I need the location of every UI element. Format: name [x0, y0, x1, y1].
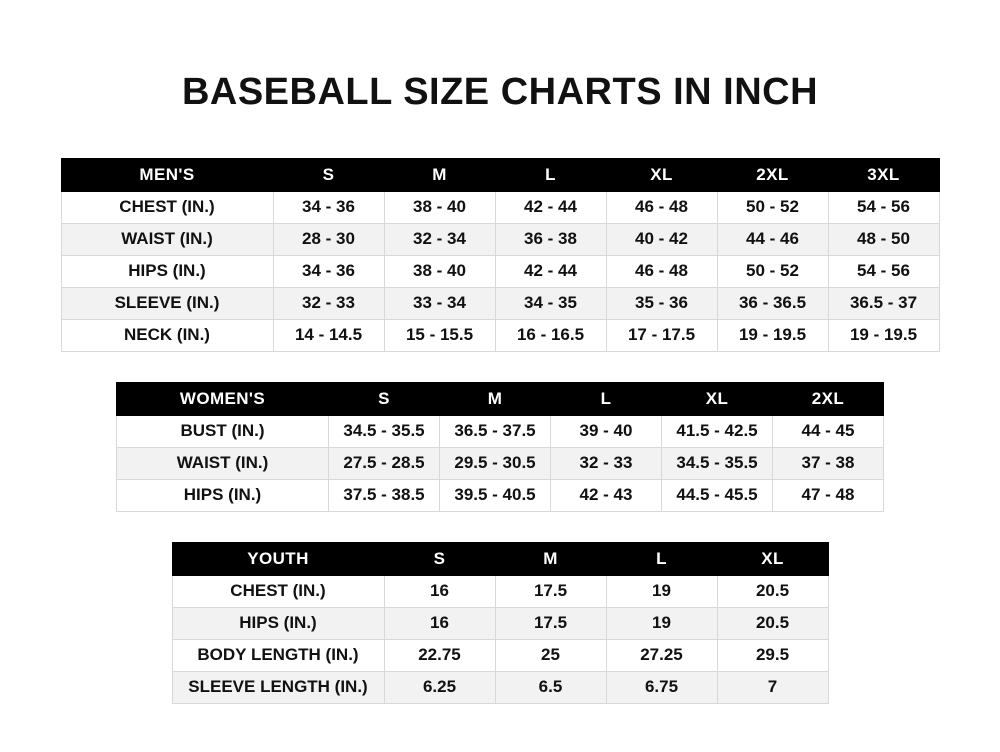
cell-value: 37.5 - 38.5 — [329, 479, 440, 511]
cell-value: 42 - 44 — [495, 255, 606, 287]
cell-value: 6.5 — [495, 671, 606, 703]
column-header-xl: XL — [717, 542, 828, 575]
column-header-s: S — [384, 542, 495, 575]
column-header-2xl: 2XL — [773, 382, 884, 415]
cell-value: 28 - 30 — [273, 223, 384, 255]
cell-value: 6.25 — [384, 671, 495, 703]
row-label: CHEST (IN.) — [172, 575, 384, 607]
cell-value: 42 - 43 — [551, 479, 662, 511]
row-label: BUST (IN.) — [117, 415, 329, 447]
cell-value: 17.5 — [495, 575, 606, 607]
page-title: BASEBALL SIZE CHARTS IN INCH — [181, 71, 819, 113]
cell-value: 17 - 17.5 — [606, 319, 717, 351]
cell-value: 34 - 36 — [273, 191, 384, 223]
cell-value: 34.5 - 35.5 — [329, 415, 440, 447]
cell-value: 35 - 36 — [606, 287, 717, 319]
cell-value: 36 - 38 — [495, 223, 606, 255]
cell-value: 7 — [717, 671, 828, 703]
womens-size-table — [116, 382, 884, 512]
cell-value: 42 - 44 — [495, 191, 606, 223]
table-row — [61, 255, 939, 287]
table-row — [172, 575, 828, 607]
column-header-3xl: 3XL — [828, 158, 939, 191]
column-header-m: M — [384, 158, 495, 191]
cell-value: 19 - 19.5 — [717, 319, 828, 351]
row-label: BODY LENGTH (IN.) — [172, 639, 384, 671]
cell-value: 44.5 - 45.5 — [662, 479, 773, 511]
cell-value: 19 — [606, 607, 717, 639]
table-row — [172, 607, 828, 639]
table-row — [61, 191, 939, 223]
row-label: WAIST (IN.) — [117, 447, 329, 479]
mens-size-table — [61, 158, 940, 352]
table-header-row — [117, 382, 884, 415]
table-row — [61, 287, 939, 319]
column-header-l: L — [495, 158, 606, 191]
table-row — [117, 479, 884, 511]
cell-value: 32 - 33 — [273, 287, 384, 319]
size-tables-container — [0, 114, 1000, 704]
column-header-m: M — [440, 382, 551, 415]
row-label: HIPS (IN.) — [117, 479, 329, 511]
cell-value: 34 - 36 — [273, 255, 384, 287]
cell-value: 34 - 35 — [495, 287, 606, 319]
row-label: CHEST (IN.) — [61, 191, 273, 223]
column-header-s: S — [273, 158, 384, 191]
cell-value: 17.5 — [495, 607, 606, 639]
cell-value: 15 - 15.5 — [384, 319, 495, 351]
table-spacer — [0, 352, 1000, 382]
column-header-l: L — [606, 542, 717, 575]
table-spacer — [0, 512, 1000, 542]
row-label: SLEEVE (IN.) — [61, 287, 273, 319]
column-header-l: L — [551, 382, 662, 415]
row-label: HIPS (IN.) — [61, 255, 273, 287]
cell-value: 44 - 45 — [773, 415, 884, 447]
table-row — [117, 447, 884, 479]
cell-value: 50 - 52 — [717, 255, 828, 287]
cell-value: 36 - 36.5 — [717, 287, 828, 319]
table-header-row — [61, 158, 939, 191]
cell-value: 38 - 40 — [384, 191, 495, 223]
table-row — [117, 415, 884, 447]
column-header-xl: XL — [662, 382, 773, 415]
column-header-category: YOUTH — [172, 542, 384, 575]
column-header-category: WOMEN'S — [117, 382, 329, 415]
cell-value: 32 - 34 — [384, 223, 495, 255]
cell-value: 25 — [495, 639, 606, 671]
cell-value: 16 - 16.5 — [495, 319, 606, 351]
cell-value: 19 - 19.5 — [828, 319, 939, 351]
cell-value: 47 - 48 — [773, 479, 884, 511]
cell-value: 41.5 - 42.5 — [662, 415, 773, 447]
table-header-row — [172, 542, 828, 575]
cell-value: 16 — [384, 607, 495, 639]
table-row — [61, 319, 939, 351]
cell-value: 27.5 - 28.5 — [329, 447, 440, 479]
youth-size-table — [172, 542, 829, 704]
cell-value: 39.5 - 40.5 — [440, 479, 551, 511]
cell-value: 32 - 33 — [551, 447, 662, 479]
cell-value: 27.25 — [606, 639, 717, 671]
row-label: WAIST (IN.) — [61, 223, 273, 255]
column-header-m: M — [495, 542, 606, 575]
column-header-s: S — [329, 382, 440, 415]
column-header-2xl: 2XL — [717, 158, 828, 191]
cell-value: 36.5 - 37.5 — [440, 415, 551, 447]
cell-value: 14 - 14.5 — [273, 319, 384, 351]
table-row — [172, 671, 828, 703]
cell-value: 48 - 50 — [828, 223, 939, 255]
cell-value: 54 - 56 — [828, 255, 939, 287]
cell-value: 37 - 38 — [773, 447, 884, 479]
cell-value: 16 — [384, 575, 495, 607]
row-label: NECK (IN.) — [61, 319, 273, 351]
cell-value: 22.75 — [384, 639, 495, 671]
cell-value: 38 - 40 — [384, 255, 495, 287]
cell-value: 46 - 48 — [606, 255, 717, 287]
cell-value: 19 — [606, 575, 717, 607]
cell-value: 39 - 40 — [551, 415, 662, 447]
cell-value: 36.5 - 37 — [828, 287, 939, 319]
cell-value: 34.5 - 35.5 — [662, 447, 773, 479]
cell-value: 46 - 48 — [606, 191, 717, 223]
row-label: HIPS (IN.) — [172, 607, 384, 639]
cell-value: 44 - 46 — [717, 223, 828, 255]
column-header-category: MEN'S — [61, 158, 273, 191]
cell-value: 20.5 — [717, 575, 828, 607]
cell-value: 33 - 34 — [384, 287, 495, 319]
cell-value: 50 - 52 — [717, 191, 828, 223]
row-label: SLEEVE LENGTH (IN.) — [172, 671, 384, 703]
column-header-xl: XL — [606, 158, 717, 191]
cell-value: 6.75 — [606, 671, 717, 703]
table-row — [61, 223, 939, 255]
table-row — [172, 639, 828, 671]
cell-value: 29.5 - 30.5 — [440, 447, 551, 479]
cell-value: 40 - 42 — [606, 223, 717, 255]
cell-value: 20.5 — [717, 607, 828, 639]
cell-value: 54 - 56 — [828, 191, 939, 223]
cell-value: 29.5 — [717, 639, 828, 671]
